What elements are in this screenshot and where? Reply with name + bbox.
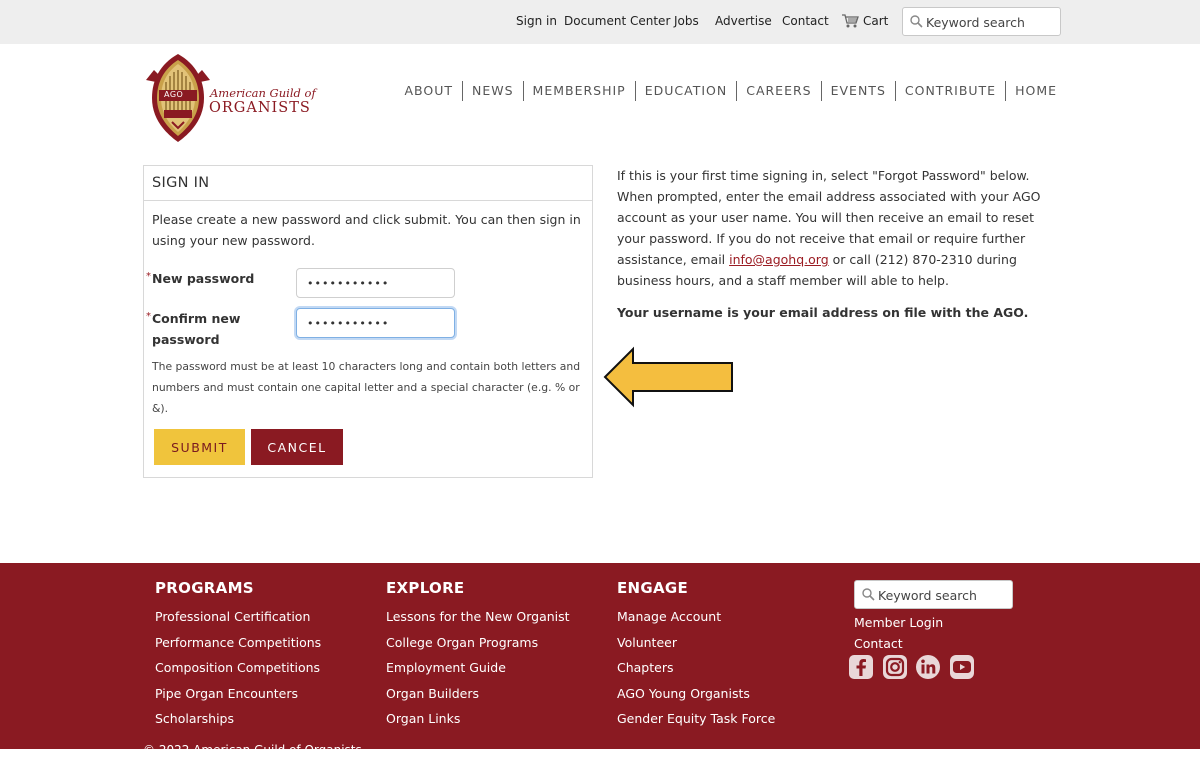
footer-explore-heading: EXPLORE [386, 579, 465, 597]
footer-search-input[interactable] [878, 585, 1008, 605]
signin-panel [143, 165, 593, 478]
sign-in-link[interactable]: Sign in [516, 14, 557, 28]
cart-link[interactable]: Cart [863, 14, 889, 28]
nav-careers[interactable]: CAREERS [736, 81, 820, 101]
password-requirements: The password must be at least 10 characters long and contain both letters and numbers and must contain one capital letter and a special character (e.g. % or &). [152, 360, 581, 415]
new-password-label-text: New password [152, 271, 255, 286]
document-center-link[interactable]: Document Center [564, 14, 671, 28]
logo-name-line1: American Guild of [210, 86, 316, 100]
footer-link[interactable]: Performance Competitions [155, 634, 322, 650]
footer-link[interactable]: AGO Young Organists [617, 685, 750, 701]
header-search-box [902, 7, 1061, 36]
search-icon [910, 15, 923, 28]
cancel-button[interactable]: CANCEL [251, 429, 343, 465]
new-password-label [146, 268, 255, 289]
required-marker: * [146, 271, 151, 282]
instagram-icon[interactable] [882, 654, 908, 680]
site-footer [0, 563, 1200, 757]
confirm-password-label-line2: password [152, 332, 220, 347]
logo-emblem-label: AGO [164, 90, 184, 99]
signin-intro: Please create a new password and click submit. You can then sign in using your new password. [152, 212, 581, 248]
footer-contact-link[interactable]: Contact [854, 636, 903, 651]
support-email-link[interactable]: info@agohq.org [729, 252, 829, 267]
help-text-part2: or call (212) 870-2310 during business hours, and a staff member will able to help. [617, 252, 1017, 288]
utility-bar [0, 0, 1200, 44]
footer-search-box [854, 580, 1013, 609]
header-search-input[interactable] [926, 12, 1056, 32]
footer-link[interactable]: Employment Guide [386, 660, 506, 676]
confirm-password-label [146, 308, 241, 350]
contact-link[interactable]: Contact [782, 14, 829, 28]
help-text-part1: If this is your first time signing in, select "Forgot Password" below. When prompted, enter the email address associated with your AGO account as your user name. You will then receive an email to reset your password. If you do not receive that email or require further assistance, email [617, 168, 1041, 267]
signin-help-text [617, 165, 1062, 291]
nav-news[interactable]: NEWS [462, 81, 523, 101]
signin-title: SIGN IN [144, 166, 592, 201]
nav-home[interactable]: HOME [1005, 81, 1060, 101]
nav-events[interactable]: EVENTS [821, 81, 895, 101]
youtube-icon[interactable] [949, 654, 975, 680]
confirm-password-input[interactable] [296, 308, 455, 338]
nav-membership[interactable]: MEMBERSHIP [523, 81, 635, 101]
footer-link[interactable]: Lessons for the New Organist [386, 609, 570, 624]
nav-contribute[interactable]: CONTRIBUTE [895, 81, 1005, 101]
footer-link[interactable]: College Organ Programs [386, 634, 539, 650]
linkedin-icon[interactable] [915, 654, 941, 680]
nav-education[interactable]: EDUCATION [635, 81, 737, 101]
footer-explore [386, 579, 570, 732]
left-arrow-annotation-icon [603, 347, 734, 407]
required-marker: * [146, 311, 151, 322]
member-login-link[interactable]: Member Login [854, 615, 944, 630]
footer-link[interactable]: Professional Certification [155, 609, 311, 624]
submit-button[interactable]: SUBMIT [154, 429, 245, 465]
copyright-text: © 2022 American Guild of Organists [143, 743, 362, 757]
footer-link[interactable]: Organ Builders [386, 685, 479, 701]
jobs-link[interactable]: Jobs [674, 14, 699, 28]
footer-link[interactable]: Composition Competitions [155, 660, 321, 676]
footer-link[interactable]: Scholarships [155, 711, 235, 727]
logo-name-line2: ORGANISTS [209, 100, 311, 116]
username-note: Your username is your email address on file with the AGO. [617, 305, 1029, 320]
facebook-icon[interactable] [848, 654, 874, 680]
footer-link[interactable]: Organ Links [386, 711, 461, 727]
footer-link[interactable]: Pipe Organ Encounters [155, 685, 299, 701]
footer-engage [617, 579, 775, 732]
footer-link[interactable]: Gender Equity Task Force [617, 711, 776, 727]
footer-link[interactable]: Manage Account [617, 609, 722, 624]
confirm-password-label-line1: Confirm new [152, 311, 241, 326]
footer-link[interactable]: Volunteer [617, 634, 677, 650]
new-password-input[interactable] [296, 268, 455, 298]
search-icon [862, 588, 875, 601]
footer-programs [155, 579, 321, 732]
nav-about[interactable]: ABOUT [404, 83, 453, 98]
advertise-link[interactable]: Advertise [715, 14, 772, 28]
footer-link[interactable]: Chapters [617, 660, 674, 676]
footer-programs-heading: PROGRAMS [155, 579, 254, 597]
main-nav [395, 81, 1060, 101]
cart-icon[interactable] [841, 13, 859, 29]
footer-engage-heading: ENGAGE [617, 579, 689, 597]
